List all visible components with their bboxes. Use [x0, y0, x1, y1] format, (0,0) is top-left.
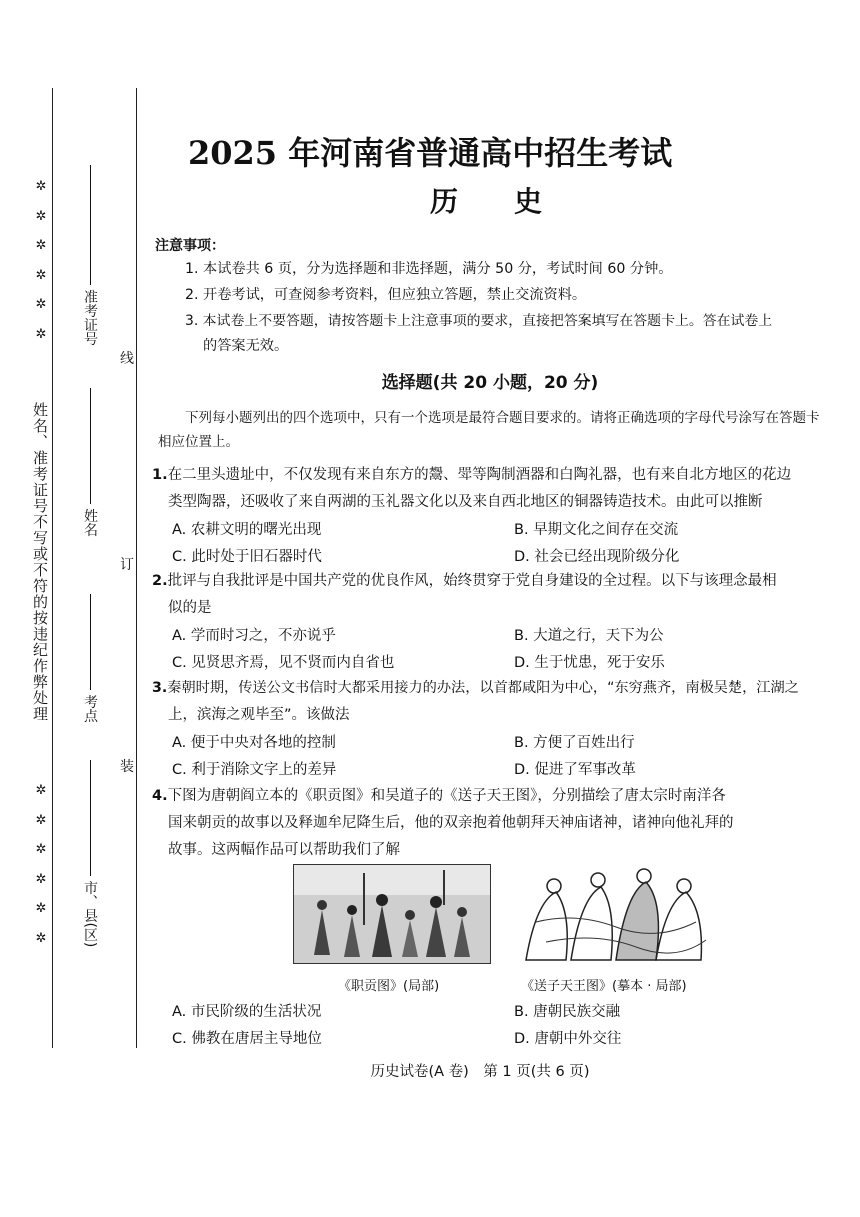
question-2 — [152, 568, 832, 622]
margin-warning-note: 姓名、准考证号不写或不符的按违纪作弊处理 — [31, 402, 49, 722]
city-field[interactable] — [80, 760, 100, 947]
q4-option-d[interactable]: D. 唐朝中外交往 — [514, 1031, 622, 1047]
q3-option-d[interactable]: D. 促进了军事改革 — [514, 762, 636, 778]
exam-id-label: 准考证号 — [82, 289, 98, 346]
question-text: 批评与自我批评是中国共产党的优良作风，始终贯穿于党自身建设的全过程。以下与该理念最相 — [167, 573, 777, 589]
subject-title: 历 史 — [430, 185, 543, 218]
question-text-cont: 类型陶器，还吸收了来自两湖的玉礼器文化以及来自西北地区的铜器铸造技术。由此可以推断 — [168, 494, 763, 510]
name-field[interactable] — [80, 388, 100, 536]
question-text: 下图为唐朝阎立本的《职贡图》和吴道子的《送子天王图》，分别描绘了唐太宗时南洋各 — [167, 788, 726, 804]
caption-zhigong: 《职贡图》(局部) — [338, 979, 440, 994]
section-heading: 选择题(共 20 小题，20 分) — [381, 373, 599, 393]
q4-option-c[interactable]: C. 佛教在唐居主导地位 — [172, 1031, 322, 1047]
venue-underline — [90, 594, 91, 690]
question-text: 在二里头遗址中，不仅发现有来自东方的鬶、斝等陶制酒器和白陶礼器，也有来自北方地区的花边 — [167, 467, 792, 483]
q4-option-a[interactable]: A. 市民阶级的生活状况 — [172, 1004, 322, 1020]
q3-option-c[interactable]: C. 利于消除文字上的差异 — [172, 762, 337, 778]
question-number: 2. — [152, 573, 168, 589]
q2-option-d[interactable]: D. 生于忧患，死于安乐 — [514, 655, 665, 671]
question-number: 3. — [152, 680, 168, 696]
city-label: 市、县(区) — [82, 880, 98, 948]
question-number: 4. — [152, 788, 168, 804]
question-text-cont: 故事。这两幅作品可以帮助我们了解 — [168, 842, 400, 858]
question-text-cont: 似的是 — [168, 600, 212, 616]
binding-mark-install: 装 — [120, 759, 134, 775]
zhigong-painting-image — [293, 864, 491, 964]
exam-id-underline — [90, 165, 91, 285]
q3-option-a[interactable]: A. 便于中央对各地的控制 — [172, 735, 336, 751]
margin-rule-right — [136, 88, 137, 1048]
exam-title: 2025 年河南省普通高中招生考试 — [188, 134, 673, 172]
venue-label: 考点 — [82, 694, 98, 723]
q1-option-a[interactable]: A. 农耕文明的曙光出现 — [172, 522, 322, 538]
city-underline — [90, 760, 91, 876]
margin-rule-left — [52, 88, 53, 1048]
notice-item-1: 1. 本试卷共 6 页，分为选择题和非选择题，满分 50 分，考试时间 60 分钟。 — [185, 261, 673, 277]
margin-stars-bottom: ✲ ✲ ✲ ✲ ✲ ✲ — [35, 783, 47, 946]
question-text-cont: 上，滨海之观毕至”。该做法 — [168, 707, 350, 723]
caption-songzi: 《送子天王图》(摹本 · 局部) — [521, 979, 687, 994]
question-number: 1. — [152, 467, 168, 483]
question-4 — [152, 783, 832, 864]
q4-option-b[interactable]: B. 唐朝民族交融 — [514, 1004, 621, 1020]
q1-option-d[interactable]: D. 社会已经出现阶级分化 — [514, 549, 680, 565]
q1-option-c[interactable]: C. 此时处于旧石器时代 — [172, 549, 322, 565]
page-footer: 历史试卷(A 卷) 第 1 页(共 6 页) — [370, 1064, 590, 1080]
venue-field[interactable] — [80, 594, 100, 722]
question-text: 秦朝时期，传送公文书信时大都采用接力的办法，以首都咸阳为中心，“东穷燕齐，南极吴楚，江湖之 — [167, 680, 799, 696]
name-label: 姓名 — [82, 508, 98, 537]
question-3 — [152, 675, 832, 729]
name-underline — [90, 388, 91, 504]
q2-option-b[interactable]: B. 大道之行，天下为公 — [514, 628, 664, 644]
notice-item-3: 3. 本试卷上不要答题，请按答题卡上注意事项的要求，直接把答案填写在答题卡上。答在试卷上 — [185, 313, 773, 329]
binding-mark-order: 订 — [120, 557, 134, 573]
zhigong-painting-illustration — [294, 865, 490, 963]
exam-id-field[interactable] — [80, 165, 100, 345]
question-text-cont: 国来朝贡的故事以及释迦牟尼降生后，他的双亲抱着他朝拜天神庙诸神，诸神向他礼拜的 — [168, 815, 734, 831]
q3-option-b[interactable]: B. 方便了百姓出行 — [514, 735, 635, 751]
section-instructions: 下列每小题列出的四个选项中，只有一个选项是最符合题目要求的。请将正确选项的字母代号涂写在答题卡相应位置上。 — [158, 410, 820, 450]
q2-option-a[interactable]: A. 学而时习之，不亦说乎 — [172, 628, 336, 644]
songzi-painting-image — [516, 862, 710, 962]
notice-item-2: 2. 开卷考试，可查阅参考资料，但应独立答题，禁止交流资料。 — [185, 287, 587, 303]
songzi-painting-illustration — [516, 862, 710, 962]
notice-heading: 注意事项： — [155, 238, 225, 254]
notice-item-3-cont: 的答案无效。 — [203, 338, 289, 354]
q2-option-c[interactable]: C. 见贤思齐焉，见不贤而内自省也 — [172, 655, 395, 671]
q1-option-b[interactable]: B. 早期文化之间存在交流 — [514, 522, 679, 538]
margin-stars-top: ✲ ✲ ✲ ✲ ✲ ✲ — [35, 179, 47, 342]
binding-mark-line: 线 — [120, 351, 134, 367]
question-1 — [152, 462, 832, 516]
